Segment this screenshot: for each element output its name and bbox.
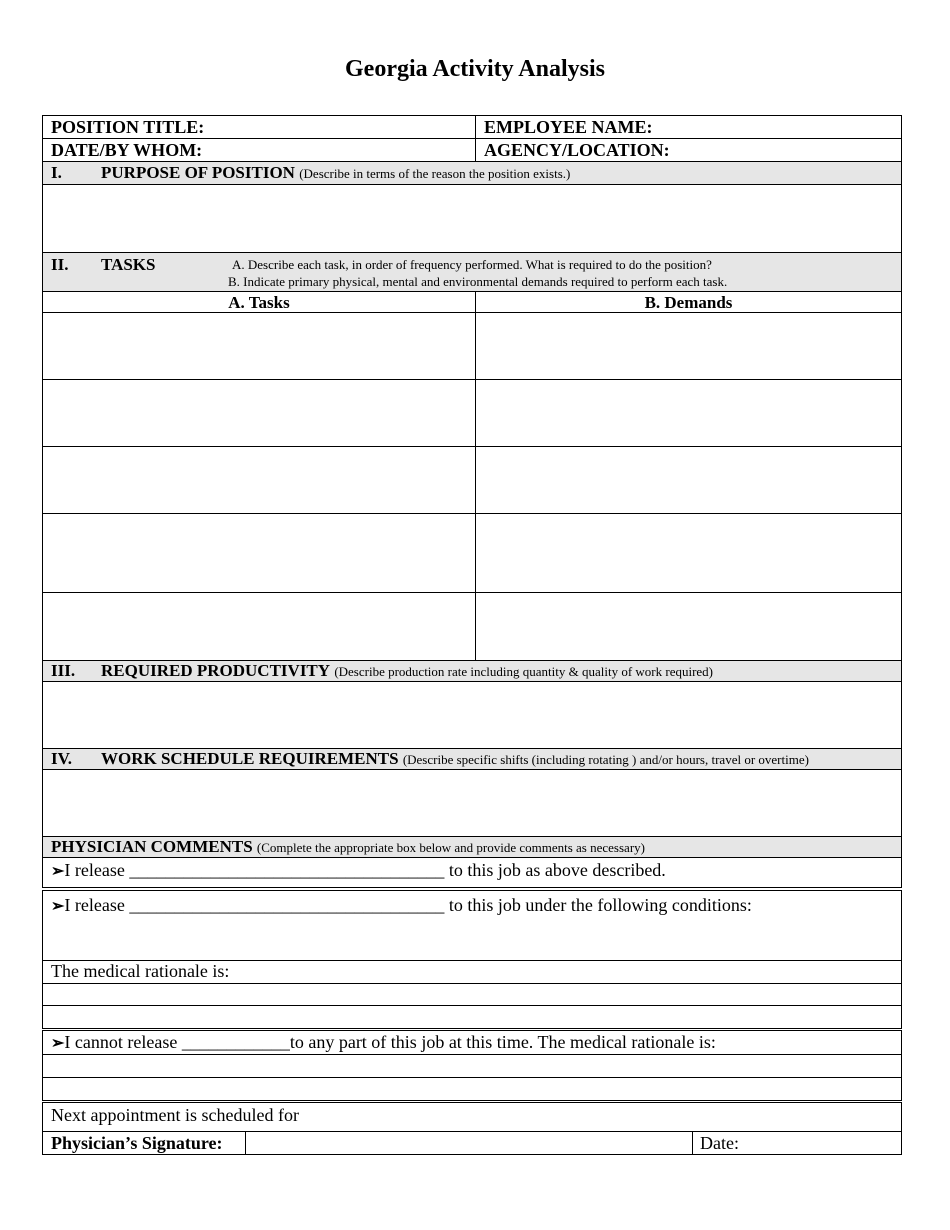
task-row xyxy=(42,312,902,380)
release-row-1[interactable] xyxy=(42,857,902,888)
signature-field[interactable] xyxy=(246,1132,692,1154)
task-row xyxy=(42,513,902,593)
section-name: PHYSICIAN COMMENTS xyxy=(51,837,253,856)
section-number: II. xyxy=(51,255,69,274)
productivity-entry-area[interactable] xyxy=(42,681,902,749)
physician-comments-header xyxy=(42,836,902,858)
col-demands-header: B. Demands xyxy=(644,293,733,312)
tasks-instruction-b: B. Indicate primary physical, mental and environmental demands required to perform each task. xyxy=(228,274,728,289)
date-by-whom-label: DATE/BY WHOM: xyxy=(51,140,203,160)
demand-cell[interactable] xyxy=(476,514,901,592)
physician-signature-label: Physician’s Signature: xyxy=(51,1133,223,1153)
header-row-2 xyxy=(42,138,902,162)
cannot-release-row[interactable] xyxy=(42,1030,902,1055)
tasks-column-headers xyxy=(42,291,902,313)
agency-location-label: AGENCY/LOCATION: xyxy=(484,140,670,160)
col-tasks-header: A. Tasks xyxy=(228,293,290,312)
section-number: III. xyxy=(51,661,76,680)
page-title: Georgia Activity Analysis xyxy=(345,56,605,82)
section-name: WORK SCHEDULE REQUIREMENTS xyxy=(101,749,399,768)
section-name: TASKS xyxy=(101,255,156,274)
date-label: Date: xyxy=(700,1133,739,1153)
cannot-release-statement: I cannot release ____________to any part of this job at this time. The medical rationale is: xyxy=(64,1032,716,1052)
section-schedule-header xyxy=(42,748,902,770)
section-description: (Describe production rate including quantity & quality of work required) xyxy=(334,664,714,679)
arrow-bullet-icon: ➢ xyxy=(51,1035,65,1052)
section-description: (Describe in terms of the reason the position exists.) xyxy=(299,166,571,181)
medical-rationale-label: The medical rationale is: xyxy=(51,961,230,981)
section-tasks-header xyxy=(42,252,902,292)
signature-row xyxy=(42,1131,902,1155)
employee-name-label: EMPLOYEE NAME: xyxy=(484,117,653,137)
section-purpose-header xyxy=(42,161,902,185)
section-description: (Describe specific shifts (including rotating ) and/or hours, travel or overtime) xyxy=(402,752,809,767)
tasks-instruction-a: A. Describe each task, in order of frequency performed. What is required to do the position? xyxy=(232,257,712,272)
demand-cell[interactable] xyxy=(476,447,901,513)
task-row xyxy=(42,592,902,661)
rationale-line[interactable] xyxy=(42,1005,902,1029)
task-row xyxy=(42,446,902,514)
schedule-entry-area[interactable] xyxy=(42,769,902,837)
release-statement-2: I release ___________________________________ to this job under the following conditions: xyxy=(64,895,752,915)
demand-cell[interactable] xyxy=(476,593,901,660)
release-row-2[interactable] xyxy=(42,890,902,961)
position-title-label: POSITION TITLE: xyxy=(51,117,205,137)
rationale-line[interactable] xyxy=(42,983,902,1006)
cannot-release-line[interactable] xyxy=(42,1054,902,1078)
section-name: PURPOSE OF POSITION xyxy=(101,163,295,182)
purpose-entry-area[interactable] xyxy=(42,184,902,253)
task-cell[interactable] xyxy=(43,514,475,592)
task-row xyxy=(42,379,902,447)
next-appointment-row[interactable] xyxy=(42,1102,902,1132)
release-statement-1: I release ___________________________________ to this job as above described. xyxy=(64,860,666,880)
header-row-1 xyxy=(42,115,902,139)
cannot-release-line[interactable] xyxy=(42,1077,902,1101)
task-cell[interactable] xyxy=(43,447,475,513)
rationale-row xyxy=(42,960,902,984)
demand-cell[interactable] xyxy=(476,313,901,379)
next-appointment-label: Next appointment is scheduled for xyxy=(51,1105,299,1125)
task-cell[interactable] xyxy=(43,313,475,379)
section-description: (Complete the appropriate box below and provide comments as necessary) xyxy=(256,840,645,855)
demand-cell[interactable] xyxy=(476,380,901,446)
section-number: IV. xyxy=(51,749,72,768)
arrow-bullet-icon: ➢ xyxy=(51,863,65,880)
task-cell[interactable] xyxy=(43,380,475,446)
arrow-bullet-icon: ➢ xyxy=(51,898,65,915)
section-number: I. xyxy=(51,163,62,182)
section-productivity-header xyxy=(42,660,902,682)
task-cell[interactable] xyxy=(43,593,475,660)
section-name: REQUIRED PRODUCTIVITY xyxy=(101,661,331,680)
